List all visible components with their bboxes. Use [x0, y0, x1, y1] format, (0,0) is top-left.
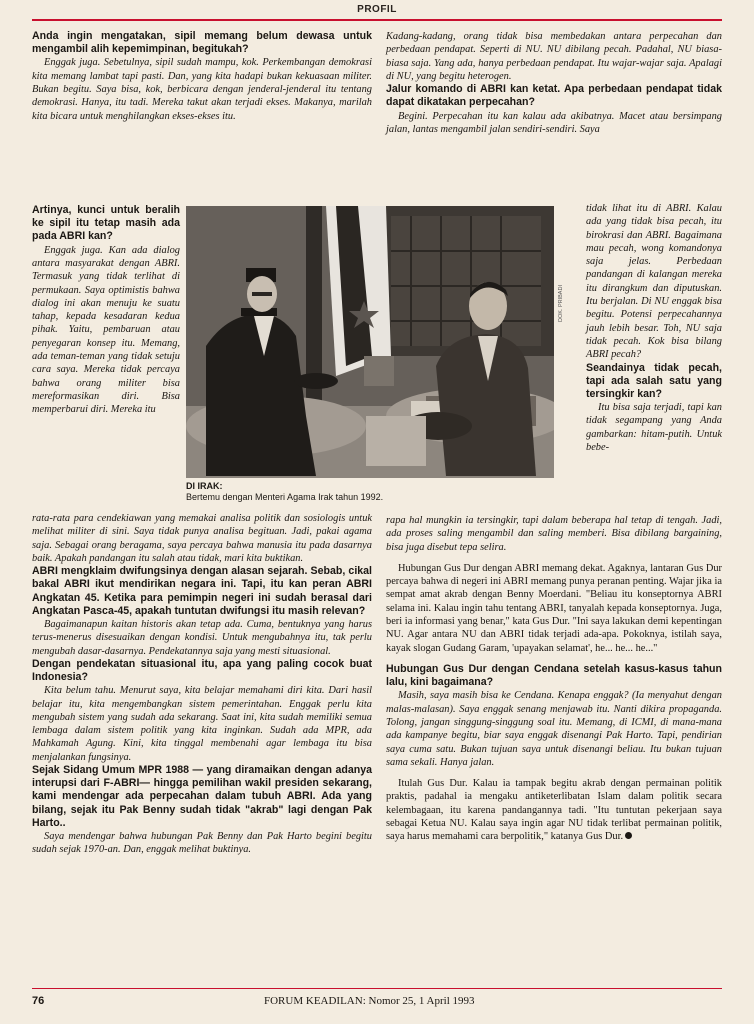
question: Hubungan Gus Dur dengan Cendana setelah kasus-kasus tahun lalu, kini bagaimana?	[386, 662, 722, 689]
right-narrow-column	[586, 202, 722, 454]
paragraph: Itulah Gus Dur. Kalau ia tampak begitu akrab dengan permainan politik praktis, padahal ia mengaku antiketerlibatan Islam dalam politik secara kelembagaan, itu karena pandangannya tadi. "Itu tuntutan pekerjaan saya sebagai Ketua NU. Kalau saya ingin agar NU tidak terlibat permainan politik, saya harus memahami cara berpolitik," katanya Gus Dur.	[386, 778, 722, 843]
question: Artinya, kunci untuk beralih ke sipil itu tetap masih ada pada ABRI kan?	[32, 204, 180, 243]
answer-continued: rata-rata para cendekiawan yang memakai analisa politik dan sosiologis untuk melihat militer di sini. Saya tidak punya analisa begituan. Jadi, pakai agama saja. Sebagai orang beragama, saya percaya bahwa manusia itu pada dasarnya baik. Apakah pandangan itu salah atau tidak, mari kita buktikan.	[32, 513, 372, 564]
footer-rule	[32, 988, 722, 989]
question: ABRI mengklaim dwifungsinya dengan alasan sejarah. Sebab, cikal bakal ABRI ikut mendirikan negara ini. Tapi, itu kan peran ABRI Angkatan 45. Ketika para pemimpin negeri ini sudah berasal dari Angkatan Pasca-45, apakah tuntutan dwifungsi itu masih relevan?	[32, 565, 372, 617]
answer-continued: tidak lihat itu di ABRI. Kalau ada yang tidak bisa pecah, itu birokrasi dan ABRI. Bagaimana mau pecah, wong komandonya saja jelas. Perbedaan pandangan di kalangan mereka itu dirangkum dan diputuskan. Itu berjalan. Di NU enggak bisa begitu. Potensi perpecahannya jauh lebih besar. Toh, NU saja tidak pecah. Kok bisa bilang ABRI pecah?	[586, 203, 722, 361]
left-column-lower	[32, 512, 372, 857]
question: Jalur komando di ABRI kan ketat. Apa perbedaan pendapat tidak dapat dikatakan perpecahan?	[386, 83, 722, 109]
publication-line: FORUM KEADILAN: Nomor 25, 1 April 1993	[264, 995, 475, 1007]
end-mark-icon	[625, 832, 632, 839]
photo	[186, 206, 554, 478]
answer: Saya mendengar bahwa hubungan Pak Benny dan Pak Harto begini begitu sudah sejak 1970-an. Dan, enggak melihat buktinya.	[32, 831, 372, 856]
left-column-top	[32, 30, 372, 123]
answer-continued: rapa hal mungkin ia tersingkir, tapi dalam beberapa hal tetap di tengah. Jadi, ada proses saling mengambil dan saling memberi. Bisa dibilang bargaining, bisa juga disebut tepa selira.	[386, 515, 722, 553]
question: Sejak Sidang Umum MPR 1988 — yang diramaikan dengan adanya interupsi dari F-ABRI— hingga pemilihan wakil presiden sekarang, kami mendengar ada perpecahan dalam tubuh ABRI. Ada yang bilang, sejak itu Pak Benny sudah tidak "akrab" lagi dengan Pak Harto..	[32, 764, 372, 829]
page-number: 76	[32, 995, 45, 1007]
question: Anda ingin mengatakan, sipil memang belum dewasa untuk mengambil alih kepemimpinan, begitukah?	[32, 30, 372, 56]
answer: Begini. Perpecahan itu kan kalau ada akibatnya. Macet atau bersimpang jalan, lantas mengambil jalan sendiri-sendiri. Saya	[386, 110, 722, 135]
question: Dengan pendekatan situasional itu, apa yang paling cocok buat Indonesia?	[32, 657, 372, 684]
photo-credit: DOK. PRIBADI	[558, 285, 564, 322]
answer: Enggak juga. Kan ada dialog antara masyarakat dengan ABRI. Termasuk yang tidak terlihat di permukaan. Saya optimistis bahwa dialog ini akan menuju ke suatu tahap, kepada kesadaran kedua pihak. Yaitu, pembaruan atau penyegaran konsep itu. Memang, ada teman-teman yang tidak setuju cara saya. Mereka tidak percaya bahwa orang militer bisa mereformasikan diri. Bisa memperbarui diri. Mereka itu	[32, 244, 180, 416]
answer: Bagaimanapun kaitan historis akan tetap ada. Cuma, bentuknya yang harus terus-menerus disesuaikan dengan kondisi. Untuk mengubahnya itu, tak perlu mengubah dasar-dasarnya. Pendekatannya saja yang mesti situasional.	[32, 619, 372, 657]
photo-caption-title: DI IRAK:	[186, 481, 223, 491]
answer: Enggak juga. Sebetulnya, sipil sudah mampu, kok. Perkembangan demokrasi kita memang lambat tapi pasti. Dan, yang kita hadapi bukan kekuasaan militer. Bukan begitu. Saya bisa, kok, berbicara dengan jenderal-jenderal itu tentang demokrasi. Hanya, itu tadi. Mereka takut akan terjadi ekses. Makanya, marilah kita bicara untuk menghilangkan ekses-ekses itu.	[32, 57, 372, 122]
answer: Kita belum tahu. Menurut saya, kita belajar memahami diri kita. Dari hasil belajar itu, kita mengembangkan sistem pemerintahan. Enggak perlu kita mengubah sistem yang sudah ada sekarang. Saat ini, kita sudah memiliki semua lembaga dalam sistem politik yang kita inginkan. Sudah ada MPR, ada Mahkamah Agung. Kini, kita tinggal membenahi agar lembaga itu bisa menjalankan fungsinya.	[32, 685, 372, 763]
answer-continued: Kadang-kadang, orang tidak bisa membedakan antara perpecahan dan perbedaan pendapat. Seperti di NU. NU dibilang pecah. Padahal, NU biasa-biasa saja. Yang ada, hanya perbedaan pendapat. Itu wajar-wajar saja. Apalagi di NU, yang begitu heterogen.	[386, 31, 722, 82]
question: Seandainya tidak pecah, tapi ada salah satu yang tersingkir kan?	[586, 361, 722, 400]
header-rule	[32, 19, 722, 21]
left-narrow-column	[32, 204, 180, 416]
photo-caption	[186, 481, 566, 503]
photo-illustration	[186, 206, 554, 478]
answer: Masih, saya masih bisa ke Cendana. Kenapa enggak? (Ia menyahut dengan malas-malasan). Saya enggak senang menjawab itu. Nanti dikira propaganda. Tolong, jangan singgung-singgung soal itu. Memang, di ICMI, di mana-mana ada kampanye begitu, biar saya enggak disenangi Pak Harto. Tapi, pendirian saya cuma satu. Bukan tujuan saya untuk disenangi beliau. Itu bukan tujuan sama sekali. Hanya jalan.	[386, 690, 722, 768]
answer: Itu bisa saja terjadi, tapi kan tidak segampang yang Anda gambarkan: hitam-putih. Untuk bebe-	[586, 402, 722, 454]
section-label: PROFIL	[357, 4, 397, 15]
paragraph: Hubungan Gus Dur dengan ABRI memang dekat. Agaknya, lantaran Gus Dur percaya bahwa di negeri ini ABRI memang punya peranan penting. Wajar jika ia sempat amat akrab dengan Benny Moerdani. "Beliau itu konseptornya ABRI selama ini. Kalau ingin tahu tentang ABRI, tanyalah kepada konseptornya. Juga, beri ia informasi yang benar," kata Gus Dur. "Ini saya lakukan demi kepentingan NU. Agar antara NU dan ABRI tidak terjadi ada-apa. Pokoknya, istilah saya, kayak slogan Gudang Garam, 'upayakan selamat', he... he... he..."	[386, 562, 722, 654]
photo-caption-text: Bertemu dengan Menteri Agama Irak tahun 1992.	[186, 492, 384, 502]
right-column-lower	[386, 514, 722, 844]
right-column-top	[386, 30, 722, 136]
